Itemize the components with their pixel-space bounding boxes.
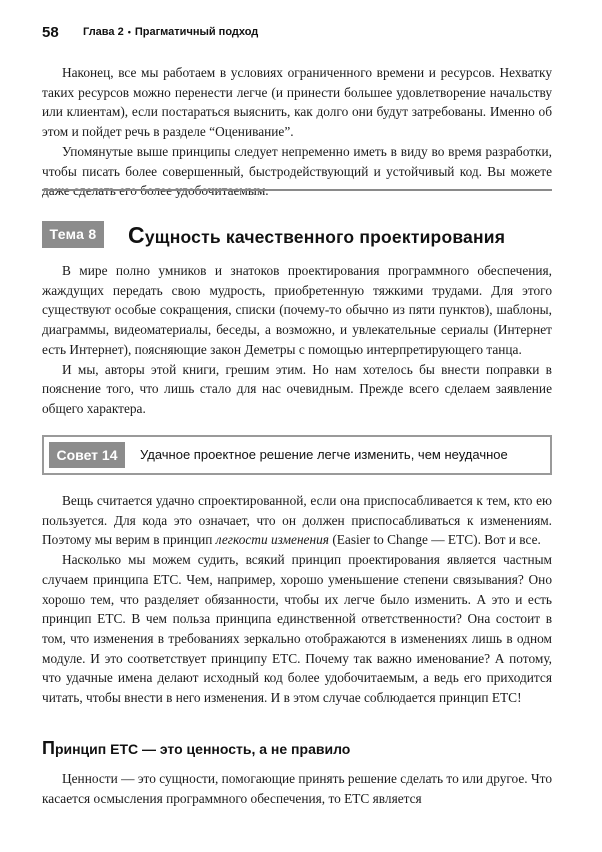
tip-box xyxy=(42,435,552,475)
topic-heading xyxy=(42,221,558,249)
intro-text xyxy=(42,63,552,201)
paragraph: Наконец, все мы работаем в условиях ограниченного времени и ресурсов. Нехватку таких ресурсов можно перенести легче (и принести большее удовлетворение начальству или клиентам), если постараться выяснить, как долго они будут затребованы. Именно об этом и пойдет речь в разделе “Оценивание”. xyxy=(42,65,552,140)
text-run: (Easier to Change — ETC). Вот и все. xyxy=(328,532,541,548)
paragraph: В мире полно умников и знатоков проектирования программного обеспечения, жаждущих передать свою мудрость, приобретенную тяжкими трудами. Для этого существуют особые сокращения, списки (почему-то обычно из пяти пунктов), шаблоны, диаграммы, видеоматериалы, беседы, а возможно, и увлекательные сериалы (Интернет есть Интернет), поясняющие закон Деметры с помощью интерпретирующего танца. xyxy=(42,263,552,357)
page-number: 58 xyxy=(42,24,59,41)
tip-text: Удачное проектное решение легче изменить, чем неудачное xyxy=(140,447,508,462)
paragraph xyxy=(42,491,552,550)
section-divider xyxy=(42,189,552,191)
chapter-label: Глава 2 xyxy=(83,26,124,38)
subsection-heading-rest: ринцип ETC — это ценность, а не правило xyxy=(54,741,351,757)
etc-text xyxy=(42,491,552,708)
chapter-header xyxy=(83,26,258,38)
text-run: Вещь считается удачно спроектированной, если она приспосабливается к тем, кто ею пользуется. Для кода это означает, что он должен приспосабливаться к изменениям. Поэтому мы верим в принцип xyxy=(42,493,552,548)
paragraph: Упомянутые выше принципы следует непременно иметь в виду во время разработки, чтобы писать более совершенный, быстродействующий и устойчивый код. Вы можете xyxy=(42,143,552,179)
paragraph: И мы, авторы этой книги, грешим этим. Но нам хотелось бы внести поправки в пояснение того, что лишь стало для нас очевидным. Прежде всего сделаем заявление общего характера. xyxy=(42,361,552,416)
subsection-heading xyxy=(42,738,350,759)
topic-text xyxy=(42,261,552,419)
emphasis-text: легкости изменения xyxy=(215,532,329,548)
tip-badge: Совет 14 xyxy=(49,442,125,468)
subsection-heading-initial: П xyxy=(42,738,55,758)
paragraph: Насколько мы можем судить, всякий принцип проектирования является частным случаем принципа ETC. Чем, например, хорошо уменьшение степени связывания? Оно хорошо тем, что разделяет обязанности, чтобы их легче было изменить. А это и есть принцип ETC. В чем польза принципа единственной ответственности? Она состоит в том, что изменения в требованиях зеркально отображаются в изменениях лишь в одном модуле. И это соответствует принципу ETC. Почему так важно именование? А потому, что удачные имена делают исходный код более удобочитаемым, а ведь его приходится читать, чтобы внести в него изменения. И в этом случае соблюдается принцип ETC! xyxy=(42,552,552,706)
paragraph: Ценности — это сущности, помогающие принять решение сделать то или другое. Что касается осмысления программного обеспечения, то ETC является xyxy=(42,771,552,806)
running-header xyxy=(42,22,562,42)
topic-title-rest: ущность качественного проектирования xyxy=(144,227,506,247)
chapter-title: Прагматичный подход xyxy=(134,26,259,38)
bullet-separator: • xyxy=(127,27,131,37)
topic-badge: Тема 8 xyxy=(42,221,104,248)
values-text xyxy=(42,769,552,808)
topic-title xyxy=(128,222,505,249)
topic-title-initial: С xyxy=(128,222,145,248)
